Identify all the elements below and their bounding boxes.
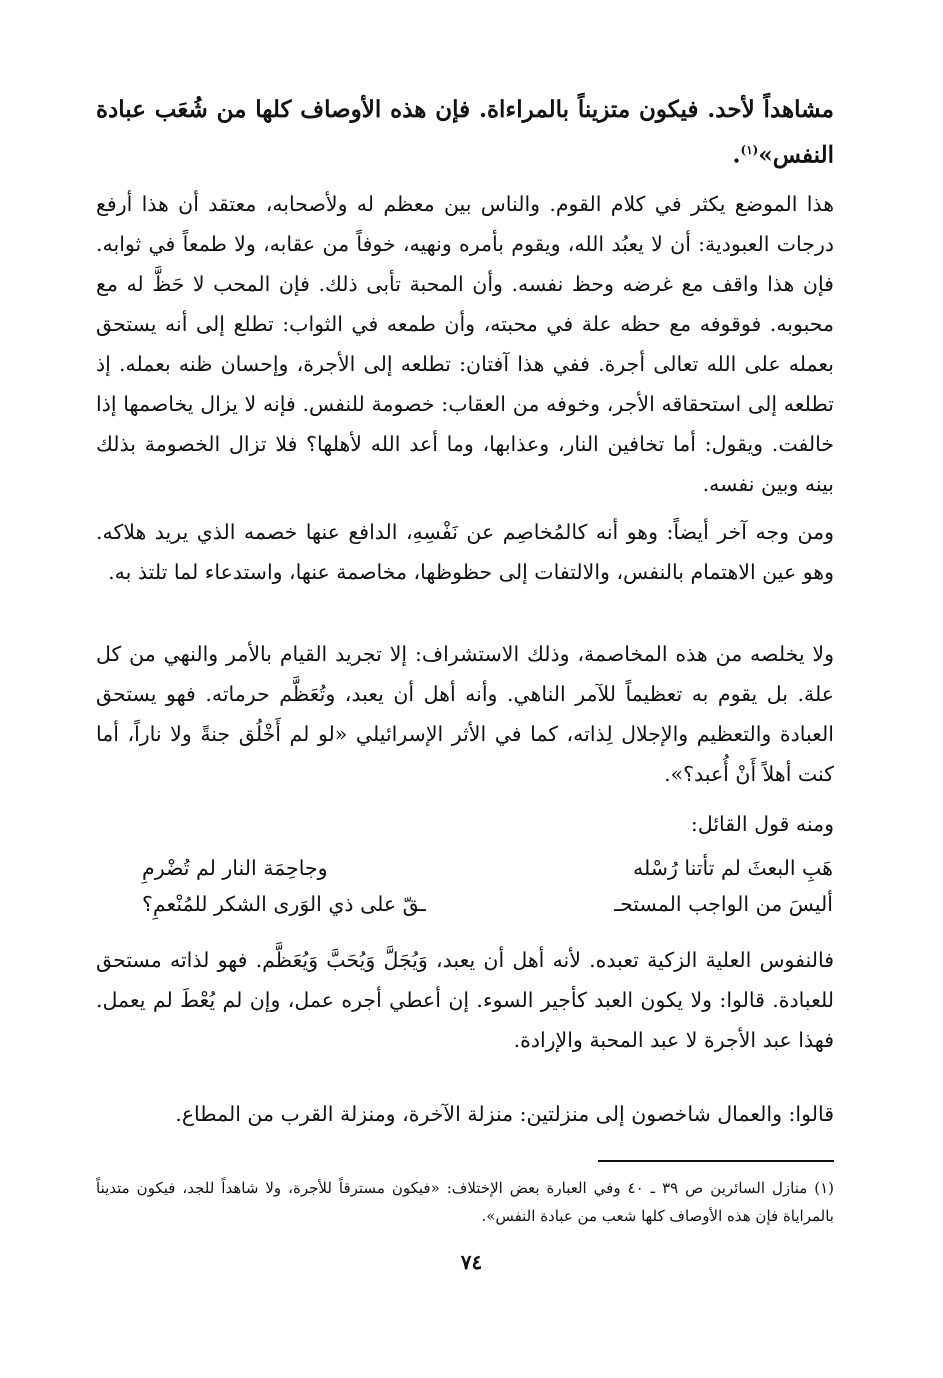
- poem-line-2-first-hemistich: أليسَ من الواجب المستحـ: [614, 892, 833, 916]
- paragraph-7: قالوا: والعمال شاخصون إلى منزلتين: منزلة الآخرة، ومنزلة القرب من المطاع.: [175, 1102, 834, 1126]
- paragraph-1-text: مشاهداً لأحد. فيكون متزيناً بالمراءاة. فإن هذه الأوصاف كلها من شُعَب عبادة النفس»: [96, 96, 834, 169]
- paragraph-3: ومن وجه آخر أيضاً: وهو أنه كالمُخاصِم عن نَفْسِهِ، الدافع عنها خصمه الذي يريد هلاكه. وهو عين الاهتمام بالنفس، والالتفات إلى حظوظها، مخاصمة عنها، واستدعاء لما تلتذ به.: [96, 520, 834, 584]
- paragraph-6: فالنفوس العلية الزكية تعبده. لأنه أهل أن يعبد، وَيُجَلَّ وَيُحَبَّ وَيُعَظَّم. فهو لذاته مستحق للعبادة. قالوا: ولا يكون العبد كأجير السوء. إن أعطي أجره عمل، وإن لم يُعْطَ لم يعمل. فهذا عبد الأجرة لا عبد المحبة والإرادة.: [96, 948, 834, 1052]
- poem-line-2-second-hemistich: ـقّ على ذي الوَرى الشكر للمُنْعمِ؟: [142, 892, 426, 916]
- footnote-ref: (١): [740, 143, 759, 157]
- paragraph-4: ولا يخلصه من هذه المخاصمة، وذلك الاستشراف: إلا تجريد القيام بالأمر والنهي من كل علة. بل يقوم به تعظيماً للآمر الناهي. وأنه أهل أن يعبد، وتُعَظَّم حرماته. فهو يستحق العبادة والتعظيم والإجلال لِذاته، كما في الأثر الإسرائيلي «لو لم أَخْلُق جنةً ولا ناراً، أما كنت أهلاً أَنْ أُعبد؟».: [96, 642, 834, 786]
- page-number: ٧٤: [460, 1250, 483, 1274]
- poem-line-1-first-hemistich: هَبِ البعثَ لم تأتنا رُسْله: [633, 856, 833, 880]
- paragraph-2: هذا الموضع يكثر في كلام القوم. والناس بين معظم له ولأصحابه، معتقد أن هذا أرفع درجات العبودية: أن لا يعبُد الله، ويقوم بأمره ونهيه، خوفاً من عقابه، ولا طمعاً في ثوابه. فإن هذا واقف مع غرضه وحظ نفسه. وأن المحبة تأبى ذلك. فإن المحب لا حَظَّ له مع محبوبه. فوقوفه مع حظه علة في محبته، وأن طمعه في الثواب: تطلع إلى أنه يستحق بعمله على الله تعالى أجرة. ففي هذا آفتان: تطلعه إلى الأجرة، وإحسان ظنه بعمله. إذ تطلعه إلى استحقاقه الأجر، وخوفه من العقاب: خصومة للنفس. فإنه لا يزال يخاصمها إذا خالفت. ويقول: أما تخافين النار، وعذابها، وما أعد الله لأهلها؟ فلا تزال الخصومة بذلك بينه وبين نفسه.: [96, 192, 834, 496]
- footnote-separator: [598, 1160, 834, 1162]
- poem-intro: ومنه قول القائل:: [690, 812, 834, 836]
- poem-line-1-second-hemistich: وجاحِمَة النار لم تُضْرمِ: [142, 856, 328, 880]
- paragraph-1: مشاهداً لأحد. فيكون متزيناً بالمراءاة. فإن هذه الأوصاف كلها من شُعَب عبادة النفس»$^{(١)}$.: [96, 96, 834, 169]
- footnote: (١) منازل السائرين ص ٣٩ ـ ٤٠ وفي العبارة بعض الإختلاف: «فيكون مسترقاً للأجرة، ولا شاهداً للجد، فيكون متديناً بالمراياة فإن هذه الأوصاف كلها شعب من عبادة النفس».: [96, 1179, 835, 1225]
